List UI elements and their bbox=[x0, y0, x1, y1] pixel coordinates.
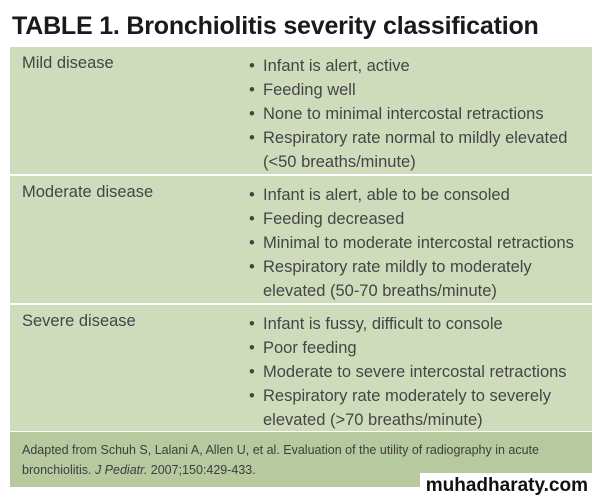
severity-table bbox=[10, 47, 592, 433]
criteria-list bbox=[248, 54, 588, 174]
criteria-item: • Respiratory rate mildly to moderately elevated (50-70 breaths/minute) bbox=[248, 255, 588, 303]
criteria-item: • Infant is alert, able to be consoled bbox=[248, 183, 588, 207]
criteria-item: • None to minimal intercostal retractions bbox=[248, 102, 588, 126]
severity-label: Moderate disease bbox=[22, 183, 154, 201]
criteria-item: • Feeding decreased bbox=[248, 207, 588, 231]
table-row-mild bbox=[10, 47, 592, 176]
criteria-item: • Minimal to moderate intercostal retractions bbox=[248, 231, 588, 255]
criteria-item: • Infant is fussy, difficult to console bbox=[248, 312, 588, 336]
citation-volume: 2007;150:429-433. bbox=[147, 463, 256, 477]
criteria-list bbox=[248, 312, 588, 432]
table-row-severe bbox=[10, 305, 592, 433]
site-watermark: muhadharaty.com bbox=[420, 473, 594, 500]
criteria-item: • Feeding well bbox=[248, 78, 588, 102]
criteria-item: • Moderate to severe intercostal retractions bbox=[248, 360, 588, 384]
table-title: TABLE 1. Bronchiolitis severity classification bbox=[12, 12, 539, 40]
criteria-item: • Infant is alert, active bbox=[248, 54, 588, 78]
criteria-item: • Poor feeding bbox=[248, 336, 588, 360]
severity-label: Mild disease bbox=[22, 54, 114, 72]
journal-name: J Pediatr. bbox=[94, 463, 148, 477]
severity-label: Severe disease bbox=[22, 312, 136, 330]
criteria-list bbox=[248, 183, 588, 303]
citation-body: Adapted from Schuh S, Lalani A, Allen U, et al. Evaluation of the utility of radiography in acute bronchiolitis. bbox=[22, 443, 539, 477]
table-row-moderate bbox=[10, 176, 592, 305]
criteria-item: • Respiratory rate moderately to severely elevated (>70 breaths/minute) bbox=[248, 384, 588, 432]
criteria-item: • Respiratory rate normal to mildly elevated (<50 breaths/minute) bbox=[248, 126, 588, 174]
